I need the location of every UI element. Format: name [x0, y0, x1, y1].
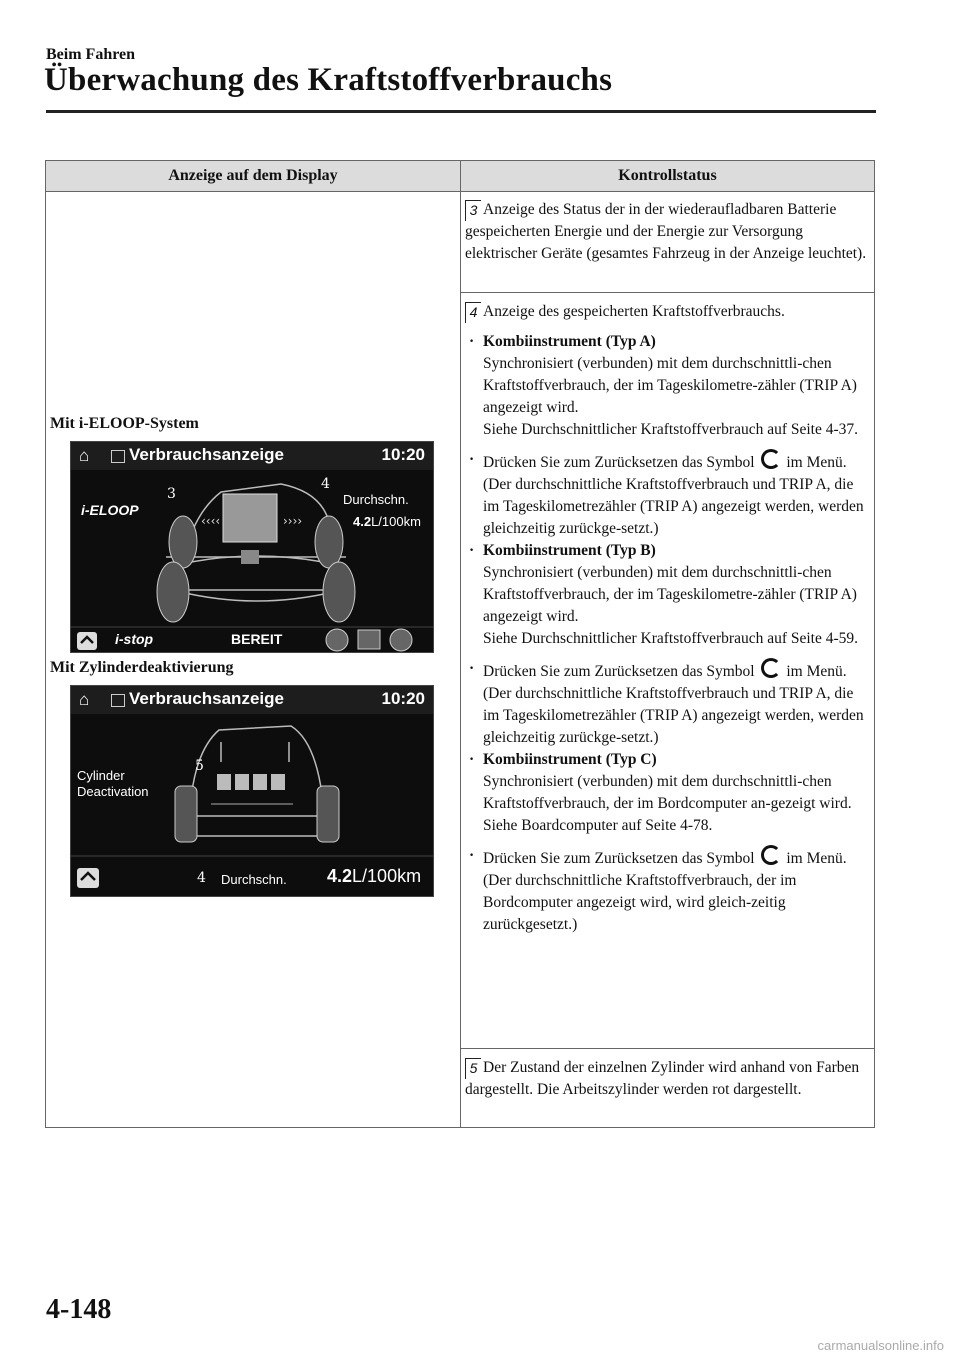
cylinder-deactivation-label [77, 768, 149, 800]
cylinder-screen [70, 685, 434, 897]
avg-value: 4.2 [353, 514, 372, 529]
row-divider [461, 292, 874, 293]
type-c-reset-pre: Drücken Sie zum Zurücksetzen das Symbol [483, 850, 755, 867]
callout-4: 4 [321, 476, 330, 492]
type-a-text: Synchronisiert (verbunden) mit dem durchschnittli-chen Kraftstoffverbrauch, der im Tageskilometre-zähler (TRIP A) angezeigt wird. [483, 355, 857, 416]
clock: 10:20 [381, 445, 425, 464]
page-number: 4-148 [46, 1294, 112, 1325]
avg-unit: L/100km [352, 866, 422, 886]
col-display-header: Anzeige auf dem Display [168, 167, 338, 184]
row-5-text: Der Zustand der einzelnen Zylinder wird anhand von Farben dargestellt. Die Arbeitszylinder werden rot dargestellt. [465, 1059, 860, 1098]
eloop-car-diagram [71, 442, 433, 652]
watermark: carmanualsonline.info [817, 1338, 944, 1353]
label-cylinder: Mit Zylinderdeaktivierung [50, 659, 234, 676]
col-status-header: Kontrollstatus [618, 167, 717, 184]
refresh-icon [761, 449, 781, 469]
istop-label: i-stop [115, 631, 154, 647]
callout-number: 4 [465, 302, 481, 323]
wheel-icon [157, 562, 189, 622]
type-c-text: Synchronisiert (verbunden) mit dem durchschnittli-chen Kraftstoffverbrauch, der im Bordcomputer an-gezeigt wird. [483, 773, 852, 812]
callout-5: 5 [195, 758, 204, 774]
avg-value: 4.2 [327, 866, 353, 886]
cylinder-icon [235, 774, 249, 790]
callout-number: 3 [465, 200, 481, 221]
avg-readout [327, 866, 421, 887]
back-button[interactable] [77, 632, 97, 650]
wheel-icon [169, 516, 197, 568]
battery-block [223, 494, 277, 542]
refresh-icon [761, 845, 781, 865]
svg-text:‹‹‹‹: ‹‹‹‹ [201, 514, 221, 528]
callout-4: 4 [197, 870, 206, 886]
type-a-ref: Siehe Durchschnittlicher Kraftstoffverbrauch auf Seite 4-37. [483, 421, 859, 438]
wheel-icon [317, 786, 339, 842]
type-b-reset-post: im Menü. (Der durchschnittliche Kraftstoffverbrauch und TRIP A, die im Tageskilometrezähler (TRIP A) angezeigt werden, werden gleichzeitig zurückge-setzt.) [483, 663, 864, 746]
type-c-heading: Kombiinstrument (Typ C) [483, 751, 657, 768]
screen-title: Verbrauchsanzeige [129, 689, 284, 708]
row-4-intro: Anzeige des gespeicherten Kraftstoffverbrauchs. [483, 303, 785, 320]
avg-readout [353, 514, 421, 529]
type-b-ref: Siehe Durchschnittlicher Kraftstoffverbrauch auf Seite 4-59. [483, 630, 859, 647]
cylinder-icon [217, 774, 231, 790]
type-a-reset-pre: Drücken Sie zum Zurücksetzen das Symbol [483, 454, 755, 471]
type-b-reset-pre: Drücken Sie zum Zurücksetzen das Symbol [483, 663, 755, 680]
page-title: Überwachung des Kraftstoffverbrauchs [44, 62, 613, 98]
eloop-brand: i-ELOOP [81, 502, 139, 518]
cylinder-icon [271, 774, 285, 790]
title-rule [46, 110, 876, 113]
avg-label: Durchschn. [343, 492, 409, 507]
info-table [45, 160, 875, 1128]
cylinder-icon [253, 774, 267, 790]
fan-icon [390, 629, 412, 651]
home-icon: ⌂ [79, 446, 90, 465]
avg-unit: L/100km [371, 514, 421, 529]
column-divider [460, 161, 461, 1127]
eloop-screen [70, 441, 434, 653]
cyl-line-1: Cylinder [77, 768, 125, 783]
battery-icon [358, 630, 380, 649]
type-b-text: Synchronisiert (verbunden) mit dem durchschnittli-chen Kraftstoffverbrauch, der im Tageskilometre-zähler (TRIP A) angezeigt wird. [483, 564, 857, 625]
type-c-ref: Siehe Boardcomputer auf Seite 4-78. [483, 817, 713, 834]
row-5 [465, 1057, 870, 1101]
back-button[interactable] [77, 868, 99, 888]
wheel-icon [323, 562, 355, 622]
row-4 [465, 301, 870, 936]
section-label: Beim Fahren [46, 46, 136, 63]
motor-block [241, 550, 259, 564]
label-eloop: Mit i-ELOOP-System [50, 415, 199, 432]
row-3 [465, 199, 870, 265]
cyl-line-2: Deactivation [77, 784, 149, 799]
avg-label: Durchschn. [221, 872, 287, 887]
callout-3: 3 [167, 486, 176, 502]
svg-text:››››: ›››› [283, 514, 303, 528]
type-a-reset-post: im Menü. (Der durchschnittliche Kraftstoffverbrauch und TRIP A, die im Tageskilometrezähler (TRIP A) angezeigt werden, werden gleichzeitig zurückge-setzt.) [483, 454, 864, 537]
row-3-text: Anzeige des Status der in der wiederaufladbaren Batterie gespeicherten Energie und der Energie zur Versorgung elektrischer Geräte (gesamtes Fahrzeug in der Anzeige leuchtet). [465, 201, 867, 262]
gear-icon [326, 629, 348, 651]
clock: 10:20 [381, 689, 425, 708]
type-c-reset-post: im Menü. (Der durchschnittliche Kraftstoffverbrauch, der im Bordcomputer angezeigt wird, wird gleich-zeitig zurückgesetzt.) [483, 850, 847, 933]
refresh-icon [761, 658, 781, 678]
type-b-heading: Kombiinstrument (Typ B) [483, 542, 656, 559]
row-divider [461, 1048, 874, 1049]
wheel-icon [315, 516, 343, 568]
callout-number: 5 [465, 1058, 481, 1079]
type-a-heading: Kombiinstrument (Typ A) [483, 333, 656, 350]
wheel-icon [175, 786, 197, 842]
home-icon: ⌂ [79, 690, 90, 709]
ready-label: BEREIT [231, 631, 283, 647]
screen-title: Verbrauchsanzeige [129, 445, 284, 464]
